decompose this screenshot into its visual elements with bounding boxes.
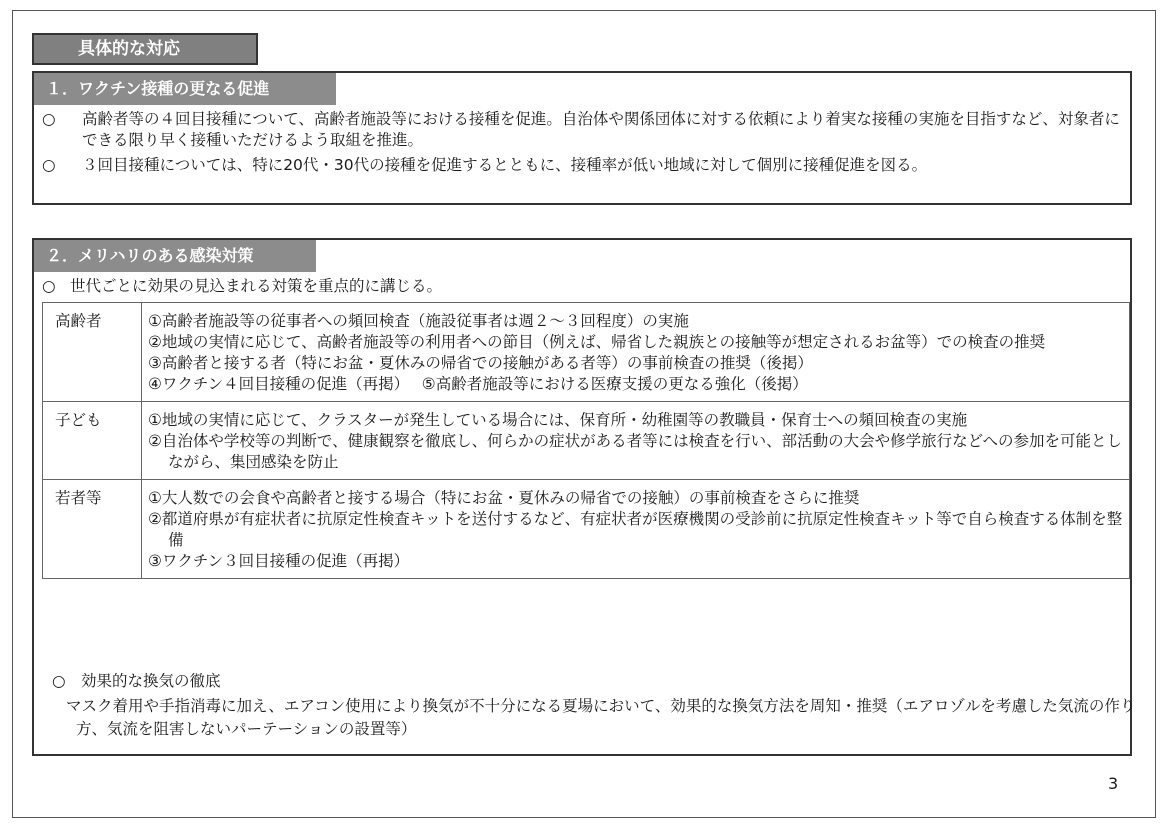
vaccination-bullet-2 xyxy=(42,155,927,176)
measure-item: ③高齢者と接する者（特にお盆・夏休みの帰省での接触がある者等）の事前検査の推奨（後掲） xyxy=(148,354,813,372)
measure-item: ①大人数での会食や高齢者と接する場合（特にお盆・夏休みの帰省での接触）の事前検査をさらに推奨 xyxy=(148,489,860,507)
measure-item: ③ワクチン３回目接種の促進（再掲） xyxy=(148,552,410,570)
measures-cell xyxy=(142,303,1130,402)
section-infection-control xyxy=(32,238,1136,756)
category-cell: 高齢者 xyxy=(43,303,142,402)
vaccination-bullet-1 xyxy=(42,109,1130,151)
measure-item: ④ワクチン４回目接種の促進（再掲） ⑤高齢者施設等における医療支援の更なる強化（後掲） xyxy=(148,375,808,393)
bullet-mark: ○ xyxy=(42,156,56,174)
section-vaccination-heading: １．ワクチン接種の更なる促進 xyxy=(34,73,336,105)
measure-item: ①地域の実情に応じて、クラスターが発生している場合には、保育所・幼稚園等の教職員・保育士への頻回検査の実施 xyxy=(148,411,968,429)
category-cell: 若者等 xyxy=(43,480,142,579)
bullet-mark: ○ xyxy=(42,277,56,295)
section-infection-control-heading: ２．メリハリのある感染対策 xyxy=(34,240,316,272)
page-title: 具体的な対応 xyxy=(32,33,258,65)
table-row-youth xyxy=(43,480,1130,579)
category-cell: 子ども xyxy=(43,402,142,480)
measure-item: ②自治体や学校等の判断で、健康観察を徹底し、何らかの症状がある者等には検査を行い、部活動の大会や修学旅行などへの参加を可能としながら、集団感染を防止 xyxy=(148,432,1122,471)
measure-item: ②都道府県が有症状者に抗原定性検査キットを送付するなど、有症状者が医療機関の受診前に抗原定性検査キット等で自ら検査する体制を整備 xyxy=(148,510,1123,549)
bullet-mark: ○ xyxy=(42,110,56,128)
measures-cell xyxy=(142,480,1130,579)
bullet-text: 高齢者等の４回目接種について、高齢者施設等における接種を促進。自治体や関係団体に対する依頼により着実な接種の実施を目指すなど、対象者にできる限り早く接種いただけるよう取組を推進。 xyxy=(82,110,1120,149)
section-vaccination xyxy=(32,71,1132,205)
bullet-text: ３回目接種については、特に20代・30代の接種を促進するとともに、接種率が低い地域に対して個別に接種促進を図る。 xyxy=(82,156,928,174)
measure-item: ②地域の実情に応じて、高齢者施設等の利用者への節目（例えば、帰省した親族との接触等が想定されるお盆等）での検査の推奨 xyxy=(148,333,1046,351)
intro-text: 世代ごとに効果の見込まれる対策を重点的に講じる。 xyxy=(70,277,443,295)
ventilation-title: ○ 効果的な換気の徹底 xyxy=(52,672,221,690)
infection-control-intro xyxy=(42,276,442,297)
page-number: 3 xyxy=(1108,774,1119,793)
table-row-elderly xyxy=(43,303,1130,402)
measures-cell xyxy=(142,402,1130,480)
ventilation-body: マスク着用や手指消毒に加え、エアコン使用により換気が不十分になる夏場において、効果的な換気方法を周知・推奨（エアロゾルを考慮した気流の作り方、気流を阻害しないパーテーションの設置等） xyxy=(66,697,1136,738)
table-row-children xyxy=(43,402,1130,480)
measure-item: ①高齢者施設等の従事者への頻回検査（施設従事者は週２～３回程度）の実施 xyxy=(148,312,689,330)
measures-table xyxy=(42,302,1130,579)
